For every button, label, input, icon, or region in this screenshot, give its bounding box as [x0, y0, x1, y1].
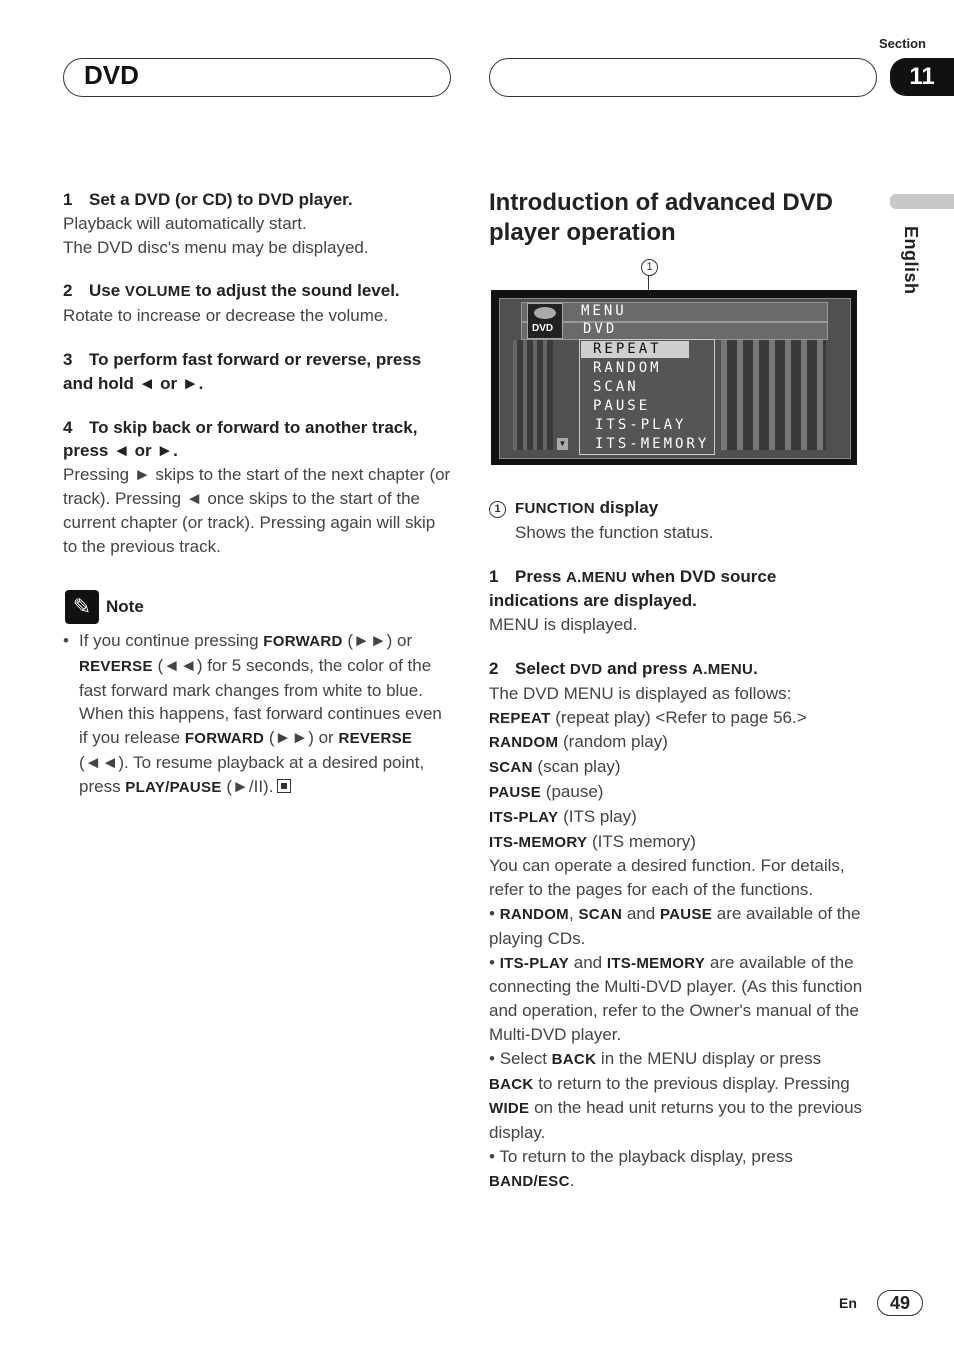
menu-function-item: RANDOM (random play) — [489, 732, 668, 752]
section-number-badge: 11 — [890, 58, 954, 96]
step-2-body: Rotate to increase or decrease the volume. — [63, 306, 389, 326]
bullet-1: • RANDOM, SCAN and PAUSE are available of the playing CDs. — [489, 903, 861, 948]
menu-function-item: ITS-PLAY (ITS play) — [489, 806, 637, 826]
step-r1-title: 1 Press A.MENU when DVD source indications are displayed. — [489, 566, 777, 611]
screen-source-title: DVD — [583, 321, 618, 337]
function-display-body: Shows the function status. — [515, 522, 714, 542]
step-1-body-2: The DVD disc's menu may be displayed. — [63, 237, 369, 257]
right-column — [489, 496, 867, 1194]
screen-item-random: RANDOM — [593, 360, 662, 376]
footer-language: En — [839, 1295, 857, 1311]
menu-function-item: REPEAT (repeat play) <Refer to page 56.> — [489, 707, 807, 727]
disc-icon: DVD — [527, 303, 563, 339]
menu-function-item: SCAN (scan play) — [489, 757, 621, 777]
scroll-down-icon: ▼ — [558, 439, 567, 448]
note-label: Note — [106, 597, 144, 616]
screen-item-repeat: REPEAT — [593, 341, 662, 357]
step-r2-title: 2 Select DVD and press A.MENU. — [489, 658, 758, 678]
language-tab-label: English — [901, 226, 921, 295]
end-of-section-icon — [277, 779, 291, 793]
language-tab-bar — [890, 194, 954, 209]
screen-menu-title: MENU — [581, 303, 627, 319]
function-display-title: 1 FUNCTION display — [489, 496, 867, 521]
section-label: Section — [879, 36, 926, 51]
dvd-menu-screen — [491, 290, 857, 465]
step-4-body: Pressing ► skips to the start of the next chapter (or track). Pressing ◄ once skips to the start of the current chapter (or track). Pressing again will skip to the previous track. — [63, 465, 451, 556]
step-2-title: 2 Use VOLUME to adjust the sound level. — [63, 281, 400, 301]
left-column — [63, 188, 453, 558]
step-1-body-1: Playback will automatically start. — [63, 213, 307, 233]
note-list — [63, 629, 455, 800]
note-item: • If you continue pressing FORWARD (►►) or REVERSE (◄◄) for 5 seconds, the color of the fast forward mark changes from white to blue. When this happens, fast forward continues even if you release FORWARD (►►) or REVERSE (◄◄). To resume playback at a desired point, press PLAY/PAUSE (►/II). — [63, 629, 455, 800]
step-4-title: 4 To skip back or forward to another track, press ◄ or ►. — [63, 417, 418, 461]
bullet-2: • ITS-PLAY and ITS-MEMORY are available of the connecting the Multi-DVD player. (As this function and operation, refer to the Owner's manual of the Multi-DVD player. — [489, 952, 863, 1044]
screen-item-its-memory: ITS-MEMORY — [595, 436, 710, 452]
section-heading: Introduction of advanced DVD player operation — [489, 189, 834, 246]
page-number: 49 — [877, 1290, 923, 1316]
step-1-title: 1 Set a DVD (or CD) to DVD player. — [63, 190, 353, 209]
operate-text: You can operate a desired function. For details, refer to the pages for each of the functions. — [489, 856, 845, 900]
step-r1-body: MENU is displayed. — [489, 615, 638, 635]
step-r2-body: The DVD MENU is displayed as follows: — [489, 683, 792, 703]
note-pencil-icon: ✎ — [65, 590, 99, 624]
bullet-4: • To return to the playback display, press BAND/ESC. — [489, 1146, 793, 1190]
header-right-frame — [489, 58, 877, 97]
bullet-3: • Select BACK in the MENU display or press BACK to return to the previous display. Pressing WIDE on the head unit returns you to the previous display. — [489, 1048, 863, 1143]
screen-item-its-play: ITS-PLAY — [595, 417, 687, 433]
step-3-title: 3 To perform fast forward or reverse, press and hold ◄ or ►. — [63, 349, 422, 393]
menu-function-item: PAUSE (pause) — [489, 781, 604, 801]
callout-marker-1: 1 — [641, 258, 658, 276]
page-header-title: DVD — [84, 60, 139, 90]
screen-item-pause: PAUSE — [593, 398, 651, 414]
screen-item-scan: SCAN — [593, 379, 639, 395]
menu-function-item: ITS-MEMORY (ITS memory) — [489, 831, 696, 851]
